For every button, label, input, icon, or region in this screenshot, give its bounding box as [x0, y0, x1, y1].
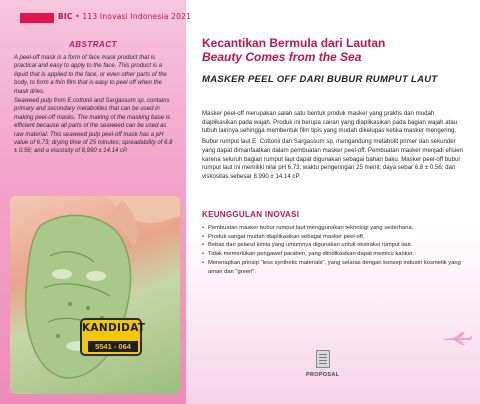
badge-number: 5541 - 064	[88, 341, 138, 352]
proposal-label[interactable]: PROPOSAL	[306, 372, 340, 378]
keunggulan-title: KEUNGGULAN INOVASI	[202, 210, 300, 219]
product-photo	[10, 196, 180, 394]
list-item: • Pembuatan masker bubur rumput laut menggunakan teknologi yang sederhana,	[202, 224, 468, 233]
header-brand: BIC	[58, 12, 73, 21]
list-item: • Menerapkan prinsip "less synthetic materials", yang selaras dengan konsep industri kosmetik yang aman dan "green".	[202, 259, 468, 276]
header-issue: • 113 Inovasi Indonesia 2021	[75, 12, 192, 21]
list-item: • Tidak memerlukan pengawet paraben, yang diindikasikan dapat memicu kanker.	[202, 250, 468, 259]
kandidat-badge	[80, 318, 146, 356]
badge-label: KANDIDAT	[82, 322, 146, 334]
list-item: • Bebas dari pelarut kimia yang umumnya digunakan untuk ekstraksi rumput laut.	[202, 241, 468, 250]
title-english: Beauty Comes from the Sea	[202, 50, 362, 64]
abstract-paragraph: A peel-off mask is a form of face mask product that is practical and easy to apply to the face. This product is a liquid that is applied to the face, or even other parts of the body, to form a thin film that is easy to peel off when the mask dries.	[14, 55, 167, 95]
keunggulan-list	[202, 224, 468, 276]
abstract-text	[14, 54, 174, 157]
page-header	[58, 12, 191, 21]
document-icon[interactable]	[316, 350, 330, 368]
body-paragraph: Bubur rumput laut E. Cottonii dan Sargassum sp. mengandung metabolit primer dan sekunder yang dapat dimanfaatkan dalam pembuatan masker peel-off. Pembuatan masker menjadi efisien karena seluruh bagian rumput laut dapat digunakan sebagai bahan baku. Masker peel-off bubur rumput laut ini memiliki nilai pH 6.73; waktu pengeringan 25 menit; daya sebar 6.8 ± 0.56; dan viskositas sebesar 8.990 ± 14.14 cP.	[202, 138, 464, 180]
list-item: • Produk sangat mudah diaplikasikan sebagai masker peel-off.	[202, 233, 468, 242]
body-text	[202, 110, 468, 184]
section-title: MASKER PEEL OFF DARI BUBUR RUMPUT LAUT	[202, 74, 438, 85]
title-indonesian: Kecantikan Bermula dari Lautan	[202, 36, 386, 50]
abstract-paragraph: Seaweed pulp from E.cottonii and Sargassum sp. contains primary and secondary metabolites that can be used in making peel-off masks. The making of the masking base is efficient because all parts of the seaweed can be used as raw material. This seaweed pulp peel-off mask has a pH value of 6.73; drying time of 25 minutes; spreadability of 6.8 ± 0.56; and a viscosity of 8,990 ± 14.14 cP.	[14, 98, 173, 155]
body-paragraph: Masker peel-off merupakan salah satu bentuk produk masker yang praktis dan mudah diaplikasikan pada wajah. Produk ini berupa cairan yang diaplikasikan pada bagian wajah atau tubuh lainnya sehingga membentuk film tipis yang mudah dikelupas ketika masker mengering.	[202, 110, 458, 135]
airplane-icon	[442, 330, 472, 346]
seaweed-mask-illustration	[10, 196, 180, 394]
header-color-bar	[20, 13, 54, 23]
abstract-title: ABSTRACT	[69, 40, 117, 49]
